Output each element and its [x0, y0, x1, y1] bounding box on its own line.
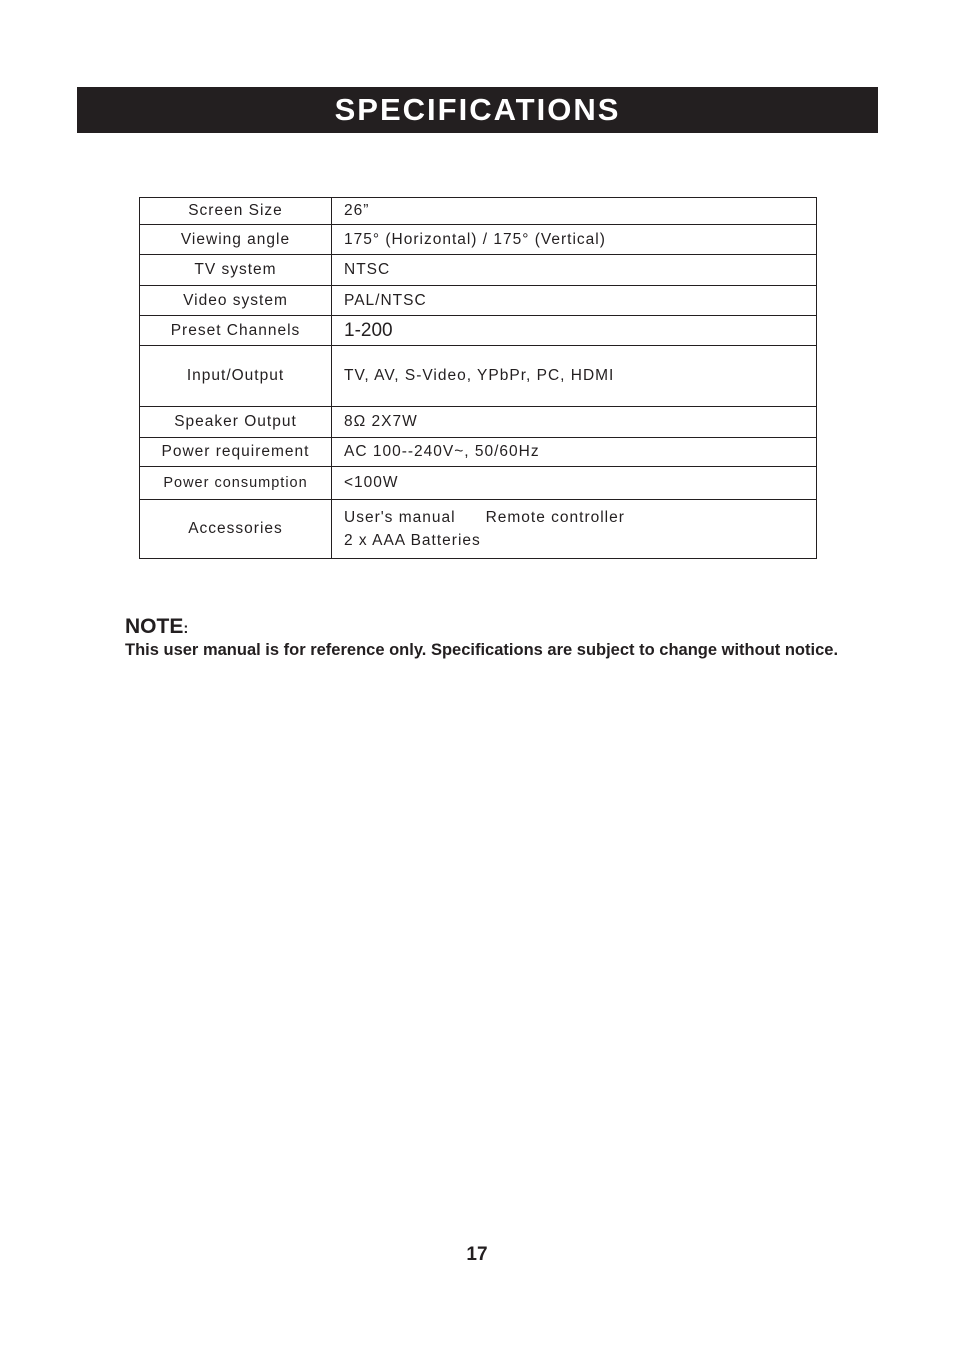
- table-row: [140, 286, 817, 316]
- spec-value-accessories: [332, 500, 817, 559]
- table-row: [140, 316, 817, 346]
- spec-label: Power requirement: [140, 438, 332, 467]
- table-row: [140, 438, 817, 467]
- accessories-line-1: [344, 506, 816, 529]
- table-row: [140, 500, 817, 559]
- spec-label: Screen Size: [140, 198, 332, 225]
- spec-value: 1-200: [332, 316, 817, 346]
- table-row: [140, 407, 817, 438]
- note-heading-colon: :: [183, 620, 189, 637]
- accessory-item: User's manual: [344, 509, 456, 526]
- spec-label: TV system: [140, 255, 332, 286]
- page-title: SPECIFICATIONS: [334, 92, 621, 127]
- spec-value: AC 100--240V~, 50/60Hz: [332, 438, 817, 467]
- note-text: This user manual is for reference only. Specifications are subject to change without notice.: [125, 641, 839, 659]
- table-row: [140, 225, 817, 255]
- spec-label: Power consumption: [140, 467, 332, 500]
- spec-value: TV, AV, S-Video, YPbPr, PC, HDMI: [332, 346, 817, 407]
- spec-label: Viewing angle: [140, 225, 332, 255]
- spec-value: 8Ω 2X7W: [332, 407, 817, 438]
- spec-value: <100W: [332, 467, 817, 500]
- spec-label: Video system: [140, 286, 332, 316]
- page-title-bar: [77, 87, 878, 133]
- note-heading: [125, 615, 188, 639]
- accessory-item: Remote controller: [485, 509, 625, 526]
- table-row: [140, 255, 817, 286]
- table-row: [140, 467, 817, 500]
- accessories-line-2: 2 x AAA Batteries: [344, 532, 481, 549]
- spec-label: Speaker Output: [140, 407, 332, 438]
- specifications-table: [139, 197, 817, 559]
- spec-value: NTSC: [332, 255, 817, 286]
- note-heading-text: NOTE: [125, 615, 184, 638]
- spec-label: Preset Channels: [140, 316, 332, 346]
- spec-value: 175° (Horizontal) / 175° (Vertical): [332, 225, 817, 255]
- spec-label: Input/Output: [140, 346, 332, 407]
- spec-value: PAL/NTSC: [332, 286, 817, 316]
- spec-value: 26”: [332, 198, 817, 225]
- table-row: [140, 198, 817, 225]
- table-row: [140, 346, 817, 407]
- page-number: 17: [466, 1244, 488, 1265]
- spec-label: Accessories: [140, 500, 332, 559]
